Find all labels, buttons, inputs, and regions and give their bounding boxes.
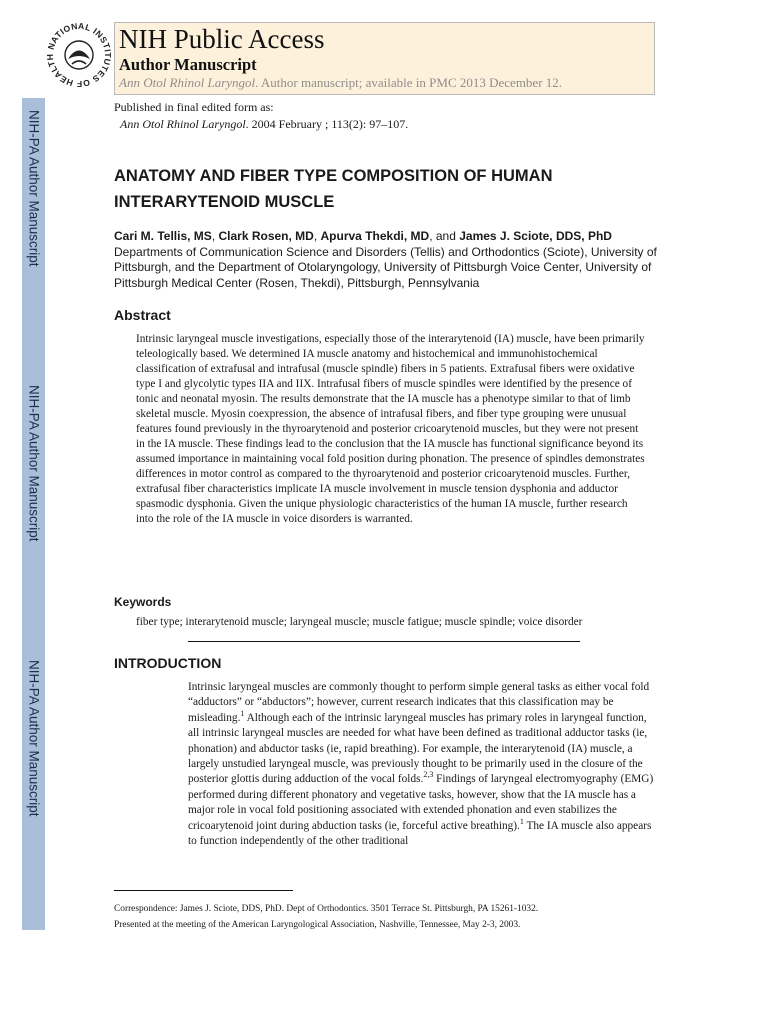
presented-footnote: Presented at the meeting of the American Laryngological Association, Nashville, Tennessee, May 2-3, 2003. — [114, 920, 521, 930]
author-manuscript-label: Author Manuscript — [119, 55, 257, 74]
nih-seal-logo — [44, 20, 114, 90]
reference-link[interactable]: 1 — [519, 816, 524, 826]
introduction-text — [188, 680, 660, 849]
logo-text: NATIONAL INSTITUTES OF HEALTH — [44, 20, 114, 90]
intro-segment: Intrinsic laryngeal muscles are commonly thought to perform simple general tasks as either vocal fold “adductors” or “abductors”; however, current research indicates that this classification may be misleading. — [188, 681, 650, 724]
abstract-text: Intrinsic laryngeal muscle investigations, especially those of the interarytenoid (IA) muscle, have been primarily teleologically based. We determined IA muscle anatomy and histochemical and immunohistochemical classification of extrafusal and intrafusal (muscle spindle) fibers in 5 patients. Extrafusal fibers were oxidative type I and glycolytic types IIA and IIX. Intrafusal fibers of muscle spindles were identified by the presence of tonic and neonatal myosin. The results demonstrate that the IA muscle has a phenotype similar to that of limb skeletal muscle. Myosin coexpression, the absence of intrafusal fibers, and fiber type grouping were unusual features found previously in the thyroarytenoid and posterior cricoarytenoid muscles, but they were not present in the IA muscle. These findings lead to the conclusion that the IA muscle has functional significance beyond its assumed importance in maintaining vocal fold position during phonation. The presence of spindles demonstrates differences in motor control as compared to the thyroarytenoid and posterior cricoarytenoid muscles. Further, extrafusal fiber characteristics implicate IA muscle involvement in muscle tension dysphonia and adductor spasmodic dysphonia. Given the unique physiologic characteristics of the human IA muscle, further research into the role of the IA muscle in voice disorders is warranted. — [136, 333, 645, 525]
intro-segment: The IA muscle also appears to function independently of the other traditional — [188, 819, 652, 848]
author-separator: , and — [429, 229, 460, 243]
keywords-heading: Keywords — [114, 595, 172, 609]
reference-link[interactable]: 2,3 — [423, 770, 434, 780]
article-title: ANATOMY AND FIBER TYPE COMPOSITION OF HUMAN INTERARYTENOID MUSCLE — [114, 167, 553, 211]
author-separator: , — [313, 229, 321, 243]
keywords-text: fiber type; interarytenoid muscle; laryngeal muscle; muscle fatigue; muscle spindle; voice disorder — [136, 616, 583, 628]
published-citation — [114, 99, 408, 133]
intro-segment: Although each of the intrinsic laryngeal muscles has primary roles in laryngeal function, all intrinsic laryngeal muscles are needed for what have been defined as traditional adductor tasks (ie, phonation) and abductor tasks (ie, rapid breathing). For example, the interarytenoid (IA) muscle, a largely unstudied laryngeal muscle, was previously thought to be primarily used in the closure of the posterior glottis during adduction of the vocal folds. — [188, 711, 648, 786]
availability-text: . Author manuscript; available in PMC 2013 December 12. — [255, 75, 563, 90]
author-rosen: Clark Rosen, MD — [218, 229, 314, 243]
footnote-divider — [114, 890, 293, 891]
correspondence-footnote: Correspondence: James J. Sciote, DDS, PhD. Dept of Orthodontics. 3501 Terrace St. Pittsburgh, PA 15261-1032. — [114, 904, 539, 914]
journal-availability — [119, 75, 562, 91]
author-tellis: Cari M. Tellis, MS — [114, 229, 212, 243]
author-list — [114, 229, 674, 245]
author-sciote: James J. Sciote, DDS, PhD — [459, 229, 612, 243]
published-volume: . 2004 February ; 113(2): 97–107. — [245, 117, 409, 131]
reference-link[interactable]: 1 — [240, 709, 245, 719]
published-citation-line — [114, 116, 408, 133]
author-block — [114, 229, 674, 291]
author-affiliation: Departments of Communication Science and Disorders (Tellis) and Orthodontics (Sciote), University of Pittsburgh, and the Department of Otolaryngology, University of Pittsburgh Voice Center, University of Pittsburgh Medical Center (Rosen, Thekdi), Pittsburgh, Pennsylvania — [114, 244, 657, 290]
author-separator: , — [211, 229, 219, 243]
sidebar-label-top: NIH-PA Author Manuscript — [26, 110, 42, 267]
published-journal: Ann Otol Rhinol Laryngol — [120, 117, 246, 131]
introduction-heading: INTRODUCTION — [114, 655, 222, 671]
sidebar-label-bottom: NIH-PA Author Manuscript — [26, 660, 42, 817]
keywords-divider — [188, 641, 580, 642]
journal-name: Ann Otol Rhinol Laryngol — [119, 75, 256, 90]
published-label: Published in final edited form as: — [114, 100, 274, 114]
sidebar-label-middle: NIH-PA Author Manuscript — [26, 385, 42, 542]
abstract-heading: Abstract — [114, 307, 171, 323]
nih-public-access-title: NIH Public Access — [119, 24, 325, 54]
intro-segment: Findings of laryngeal electromyography (EMG) performed during different phonatory and vegetative tasks, however, show that the IA muscle has a major role in vocal fold positioning associated with extended phonation and even stabilizes the cricoarytenoid joint during abduction tasks (ie, forceful active breathing). — [188, 773, 654, 832]
author-thekdi: Apurva Thekdi, MD — [320, 229, 430, 243]
